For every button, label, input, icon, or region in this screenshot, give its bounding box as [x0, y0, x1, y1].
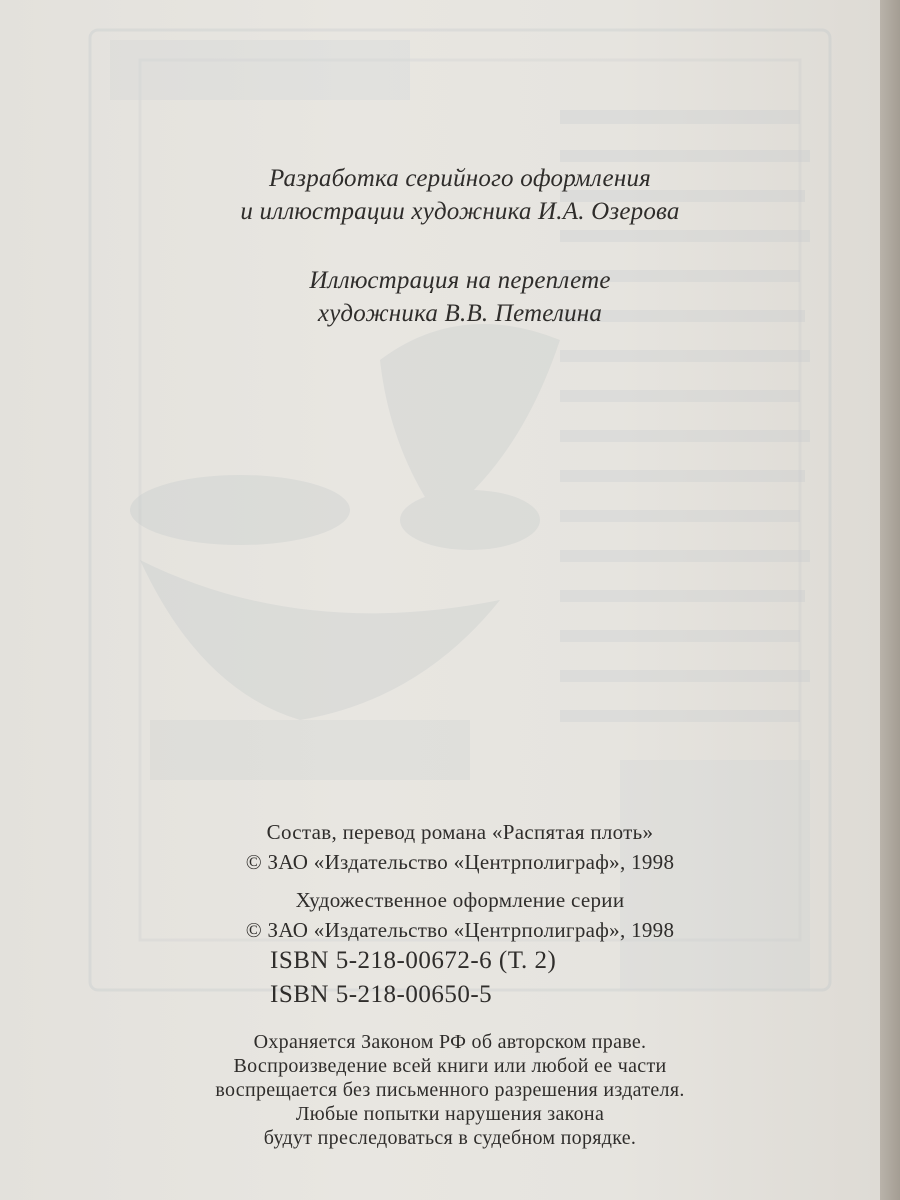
copyright-block: [150, 822, 770, 941]
series-design-line-1: Разработка серийного оформления: [269, 165, 651, 192]
cover-illustration-credits: [200, 268, 720, 326]
legal-notice-line-3: воспрещается без письменного разрешения издателя.: [215, 1079, 685, 1101]
publisher-copyright-1: © ЗАО «Издательство «Центрполиграф», 1998: [245, 850, 675, 874]
legal-notice-line-4: Любые попытки нарушения закона: [295, 1103, 605, 1125]
legal-notice-line-2: Воспроизведение всей книги или любой ее части: [233, 1055, 667, 1077]
page-gutter-edge: [880, 0, 900, 1200]
cover-illustration-line-2: художника В.В. Петелина: [317, 300, 603, 327]
legal-notice-line-5: будут преследоваться в судебном порядке.: [263, 1127, 637, 1149]
isbn-volume: ISBN 5-218-00672-6 (Т. 2): [270, 947, 557, 974]
legal-notice: [120, 1032, 780, 1148]
publisher-copyright-2: © ЗАО «Издательство «Центрполиграф», 1998: [245, 918, 675, 942]
cover-illustration-line-1: Иллюстрация на переплете: [309, 267, 611, 294]
series-design-copyright: Художественное оформление серии: [295, 888, 625, 912]
composition-copyright: Состав, перевод романа «Распятая плоть»: [266, 820, 654, 844]
legal-notice-line-1: Охраняется Законом РФ об авторском праве.: [253, 1031, 647, 1053]
series-design-credits: [200, 166, 720, 224]
isbn-set: ISBN 5-218-00650-5: [270, 981, 493, 1008]
series-design-line-2: и иллюстрации художника И.А. Озерова: [240, 198, 680, 225]
